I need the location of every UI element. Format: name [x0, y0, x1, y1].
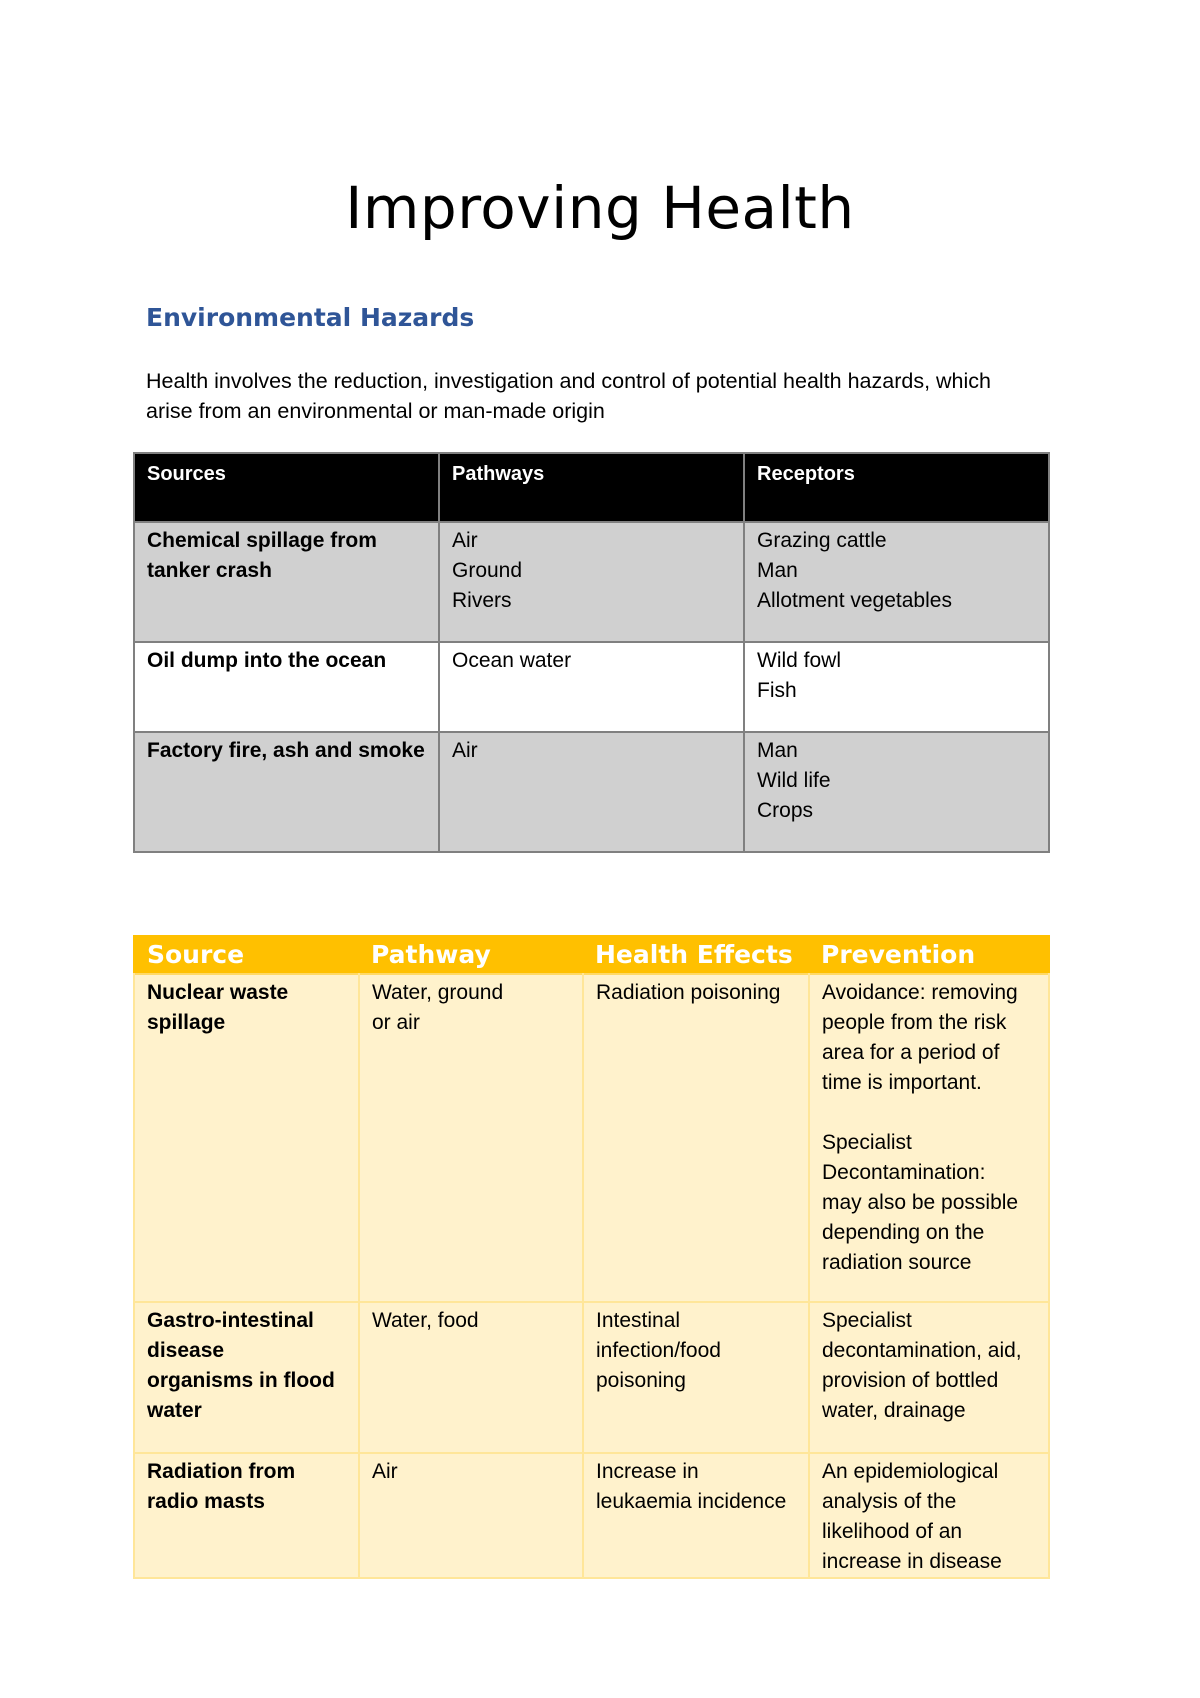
health-effects-table: [133, 935, 1050, 1579]
cell-text: may also be possible: [822, 1191, 1019, 1214]
intro-line: arise from an environmental or man-made origin: [146, 399, 605, 423]
cell-text: Radiation from: [147, 1460, 296, 1483]
health-effects-cell: [583, 1453, 809, 1578]
cell-text: Gastro-intestinal: [147, 1309, 314, 1332]
page-title: Improving Health: [345, 174, 855, 242]
cell-text: time is important.: [822, 1071, 982, 1094]
cell-text: provision of bottled: [822, 1369, 999, 1392]
cell-text: Crops: [757, 799, 814, 822]
source-cell: [134, 642, 439, 732]
cell-text: Air: [452, 739, 478, 762]
header-pathway: Pathway: [359, 936, 583, 974]
cell-text: spillage: [147, 1011, 226, 1034]
cell-text: Water, ground: [372, 981, 504, 1004]
cell-text: Chemical spillage from: [147, 529, 377, 552]
cell-text: poisoning: [596, 1369, 686, 1392]
header-prevention: Prevention: [809, 936, 1049, 974]
pathway-cell: [359, 1453, 583, 1578]
header-source: Source: [134, 936, 359, 974]
cell-text: Increase in: [596, 1460, 699, 1483]
cell-text: infection/food: [596, 1339, 721, 1362]
cell-text: Intestinal: [596, 1309, 681, 1332]
receptors-cell: [744, 642, 1049, 732]
section-heading: Environmental Hazards: [146, 303, 475, 332]
cell-text: Specialist: [822, 1309, 912, 1332]
cell-text: Specialist: [822, 1131, 912, 1154]
prevention-cell: [809, 1453, 1049, 1578]
prevention-cell: [809, 974, 1049, 1302]
cell-text: Radiation poisoning: [596, 981, 781, 1004]
cell-text: leukaemia incidence: [596, 1490, 787, 1513]
pathways-cell: [439, 642, 744, 732]
cell-text: Man: [757, 739, 798, 762]
cell-text: depending on the: [822, 1221, 985, 1244]
cell-text: Air: [452, 529, 478, 552]
cell-text: decontamination, aid,: [822, 1339, 1022, 1362]
table-row: [134, 522, 1049, 642]
receptors-cell: [744, 522, 1049, 642]
cell-text: people from the risk: [822, 1011, 1007, 1034]
pathways-cell: [439, 522, 744, 642]
table-row: [134, 642, 1049, 732]
intro-line: Health involves the reduction, investigation and control of potential health hazards, which: [146, 369, 991, 393]
cell-text: Wild fowl: [757, 649, 842, 672]
table-row: [134, 974, 1049, 1302]
cell-text: analysis of the: [822, 1490, 957, 1513]
cell-text: Air: [372, 1460, 398, 1483]
cell-text: Factory fire, ash and smoke: [147, 739, 425, 762]
cell-text: Decontamination:: [822, 1161, 986, 1184]
prevention-cell: [809, 1302, 1049, 1453]
pathways-cell: [439, 732, 744, 852]
table-row: [134, 732, 1049, 852]
source-cell: [134, 522, 439, 642]
intro-paragraph: [146, 366, 1046, 426]
cell-text: radio masts: [147, 1490, 265, 1513]
source-cell: [134, 732, 439, 852]
cell-text: water, drainage: [822, 1399, 966, 1422]
header-sources: Sources: [134, 453, 439, 522]
cell-text: Rivers: [452, 589, 512, 612]
pathway-cell: [359, 974, 583, 1302]
cell-text: organisms in flood: [147, 1369, 335, 1392]
cell-text: Avoidance: removing: [822, 981, 1018, 1004]
cell-text: Ocean water: [452, 649, 572, 672]
table-row: [134, 1453, 1049, 1578]
cell-text: or air: [372, 1011, 420, 1034]
cell-text: Grazing cattle: [757, 529, 887, 552]
cell-text: Nuclear waste: [147, 981, 289, 1004]
source-cell: [134, 1302, 359, 1453]
health-effects-cell: [583, 1302, 809, 1453]
cell-text: area for a period of: [822, 1041, 1000, 1064]
cell-text: Fish: [757, 679, 797, 702]
cell-text: disease: [147, 1339, 225, 1362]
cell-text: likelihood of an: [822, 1520, 963, 1543]
cell-text: Allotment vegetables: [757, 589, 952, 612]
table-header-row: [134, 936, 1049, 974]
health-effects-cell: [583, 974, 809, 1302]
sources-pathways-receptors-table: [133, 452, 1050, 853]
header-receptors: Receptors: [744, 453, 1049, 522]
pathway-cell: [359, 1302, 583, 1453]
source-cell: [134, 974, 359, 1302]
cell-text: An epidemiological: [822, 1460, 999, 1483]
cell-text: Ground: [452, 559, 523, 582]
source-cell: [134, 1453, 359, 1578]
table-row: [134, 1302, 1049, 1453]
cell-text: Oil dump into the ocean: [147, 649, 387, 672]
cell-text: increase in disease: [822, 1550, 1002, 1573]
cell-text: radiation source: [822, 1251, 972, 1274]
header-pathways: Pathways: [439, 453, 744, 522]
header-health-effects: Health Effects: [583, 936, 809, 974]
cell-text: Man: [757, 559, 798, 582]
table-header-row: [134, 453, 1049, 522]
cell-text: water: [147, 1399, 202, 1422]
cell-text: Wild life: [757, 769, 831, 792]
cell-text: Water, food: [372, 1309, 479, 1332]
receptors-cell: [744, 732, 1049, 852]
cell-text: tanker crash: [147, 559, 272, 582]
